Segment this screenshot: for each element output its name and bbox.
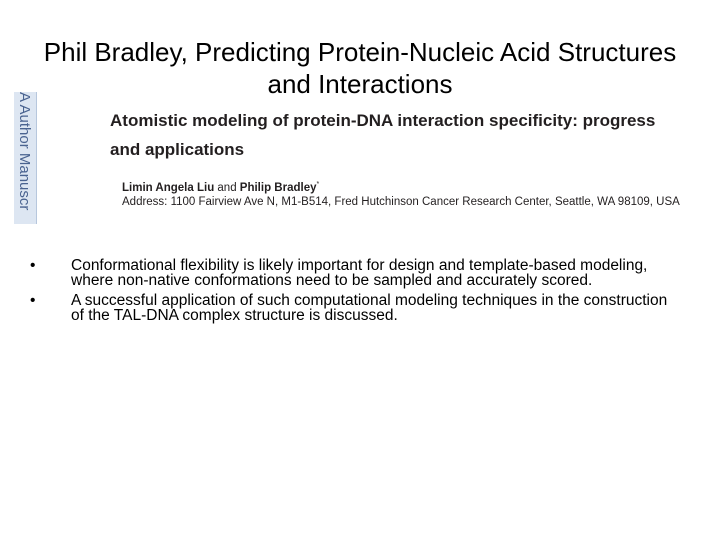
bullet-marker: • <box>30 292 36 309</box>
bullet-text: A successful application of such computational modeling techniques in the construction of the TAL-DNA complex structure is discussed. <box>71 292 668 324</box>
paper-address: Address: 1100 Fairview Ave N, M1-B514, Fred Hutchinson Cancer Research Center, Seattle, WA 98109, USA <box>122 196 680 208</box>
slide-title: Phil Bradley, Predicting Protein-Nucleic Acid Structures and Interactions <box>43 37 677 99</box>
bullet-list <box>30 258 670 328</box>
paper-authors <box>122 178 720 195</box>
author-manuscript-label: A Author Manuscr <box>16 92 33 211</box>
author-manuscript-banner <box>14 92 37 224</box>
author-connector: and <box>214 181 240 194</box>
bullet-item <box>30 293 670 323</box>
author-name: Limin Angela Liu <box>122 181 215 194</box>
bullet-item <box>30 258 670 288</box>
bullet-marker: • <box>30 257 36 274</box>
bullet-text: Conformational flexibility is likely important for design and template-based modeling, where non-native conformations need to be sampled and accurately scored. <box>71 257 648 289</box>
corresponding-author-mark: * <box>316 181 320 188</box>
author-name: Philip Bradley <box>239 181 317 194</box>
paper-title: Atomistic modeling of protein-DNA interaction specificity: progress and applications <box>110 111 656 159</box>
